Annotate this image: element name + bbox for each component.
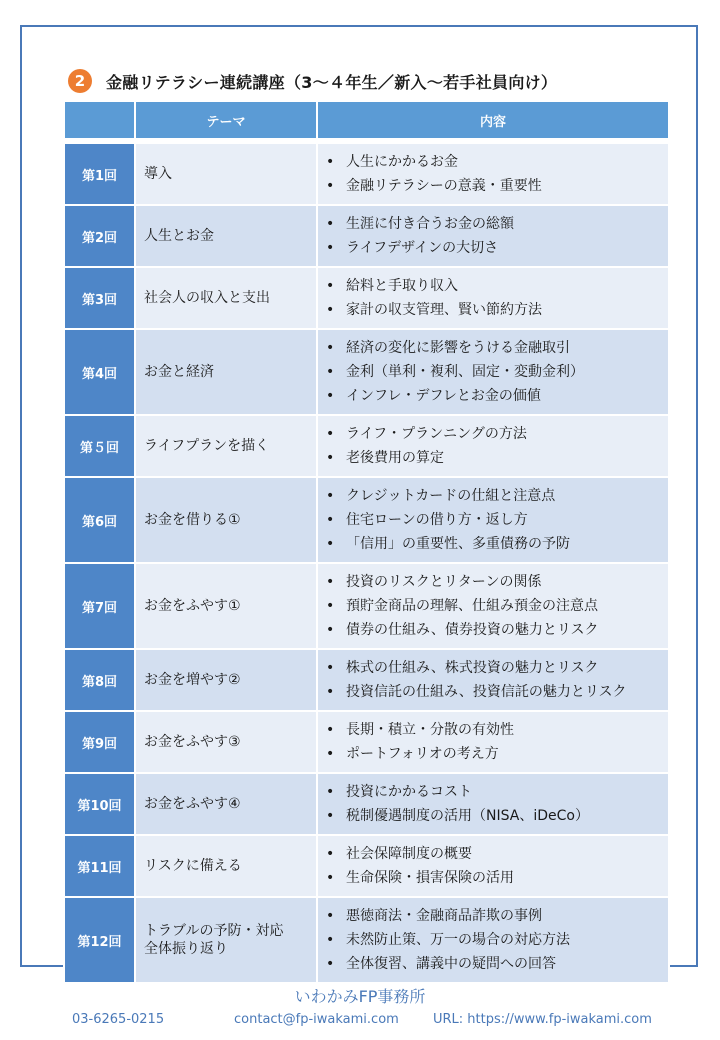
bullet-icon: • xyxy=(326,216,335,232)
bullet-icon: • xyxy=(326,574,335,590)
table-row xyxy=(64,329,669,415)
content-item xyxy=(324,508,668,532)
content-item-text: 投資信託の仕組み、投資信託の魅力とリスク xyxy=(346,684,627,700)
session-content xyxy=(317,477,669,563)
session-content xyxy=(317,773,669,835)
content-item-text: 投資のリスクとリターンの関係 xyxy=(346,574,542,590)
section-title: 金融リテラシー連続講座（3～４年生／新入～若手社員向け） xyxy=(106,72,558,92)
session-number: 第3回 xyxy=(64,267,135,329)
content-item xyxy=(324,804,668,828)
session-theme: ライフプランを描く xyxy=(135,415,317,477)
bullet-icon: • xyxy=(326,154,335,170)
session-content xyxy=(317,711,669,773)
content-item xyxy=(324,422,668,446)
bullet-icon: • xyxy=(326,488,335,504)
content-item-text: 金利（単利・複利、固定・変動金利） xyxy=(346,364,584,380)
table-row xyxy=(64,415,669,477)
bullet-icon: • xyxy=(326,240,335,256)
content-item xyxy=(324,842,668,866)
bullet-icon: • xyxy=(326,178,335,194)
content-item xyxy=(324,570,668,594)
content-item-text: 経済の変化に影響をうける金融取引 xyxy=(346,340,570,356)
content-item xyxy=(324,446,668,470)
bullet-icon: • xyxy=(326,340,335,356)
content-item xyxy=(324,866,668,890)
session-content xyxy=(317,143,669,205)
header-session xyxy=(64,101,135,139)
session-number: 第11回 xyxy=(64,835,135,897)
bullet-icon: • xyxy=(326,450,335,466)
bullet-icon: • xyxy=(326,512,335,528)
session-number: 第５回 xyxy=(64,415,135,477)
email-link[interactable]: contact@fp-iwakami.com xyxy=(234,1012,399,1027)
bullet-icon: • xyxy=(326,598,335,614)
bullet-icon: • xyxy=(326,746,335,762)
content-item-text: 社会保障制度の概要 xyxy=(346,846,472,862)
table-row xyxy=(64,711,669,773)
session-content xyxy=(317,267,669,329)
content-item-text: 投資にかかるコスト xyxy=(346,784,472,800)
section-number-badge: 2 xyxy=(68,69,92,93)
bullet-icon: • xyxy=(326,808,335,824)
content-item xyxy=(324,594,668,618)
curriculum-table xyxy=(63,100,670,984)
session-content xyxy=(317,563,669,649)
content-item xyxy=(324,236,668,260)
content-item xyxy=(324,718,668,742)
content-item-text: 未然防止策、万一の場合の対応方法 xyxy=(346,932,570,948)
session-number: 第9回 xyxy=(64,711,135,773)
content-item xyxy=(324,298,668,322)
content-item xyxy=(324,336,668,360)
content-item xyxy=(324,680,668,704)
session-theme: お金と経済 xyxy=(135,329,317,415)
bullet-icon: • xyxy=(326,684,335,700)
session-number: 第6回 xyxy=(64,477,135,563)
session-theme: 社会人の収入と支出 xyxy=(135,267,317,329)
session-theme: 人生とお金 xyxy=(135,205,317,267)
section-heading xyxy=(68,68,557,94)
table-row xyxy=(64,477,669,563)
session-content xyxy=(317,415,669,477)
bullet-icon: • xyxy=(326,302,335,318)
session-theme-line: トラブルの予防・対応 xyxy=(144,923,284,939)
content-item xyxy=(324,174,668,198)
bullet-icon: • xyxy=(326,364,335,380)
bullet-icon: • xyxy=(326,956,335,972)
session-number: 第8回 xyxy=(64,649,135,711)
content-item xyxy=(324,532,668,556)
content-item xyxy=(324,780,668,804)
session-number: 第2回 xyxy=(64,205,135,267)
session-content xyxy=(317,205,669,267)
content-item-text: クレジットカードの仕組と注意点 xyxy=(346,488,556,504)
bullet-icon: • xyxy=(326,722,335,738)
table-body xyxy=(64,143,669,983)
content-item-text: 預貯金商品の理解、仕組み預金の注意点 xyxy=(346,598,598,614)
session-theme: お金をふやす① xyxy=(135,563,317,649)
table-row xyxy=(64,267,669,329)
content-item-text: ポートフォリオの考え方 xyxy=(346,746,499,762)
content-item xyxy=(324,360,668,384)
table-row xyxy=(64,897,669,983)
content-item xyxy=(324,484,668,508)
bullet-icon: • xyxy=(326,622,335,638)
bullet-icon: • xyxy=(326,278,335,294)
content-item xyxy=(324,928,668,952)
content-item-text: 株式の仕組み、株式投資の魅力とリスク xyxy=(346,660,599,676)
content-item-text: 給料と手取り収入 xyxy=(346,278,458,294)
website-link[interactable]: URL: https://www.fp-iwakami.com xyxy=(433,1012,652,1027)
session-content xyxy=(317,897,669,983)
content-item-text: ライフデザインの大切さ xyxy=(346,240,499,256)
table-row xyxy=(64,563,669,649)
content-item-text: 金融リテラシーの意義・重要性 xyxy=(346,178,542,194)
content-item-text: 「信用」の重要性、多重債務の予防 xyxy=(346,536,570,552)
session-theme: お金を増やす② xyxy=(135,649,317,711)
table-row xyxy=(64,773,669,835)
session-number: 第1回 xyxy=(64,143,135,205)
content-item-text: 人生にかかるお金 xyxy=(346,154,458,170)
content-item-text: 税制優遇制度の活用（NISA、iDeCo） xyxy=(346,808,589,824)
bullet-icon: • xyxy=(326,660,335,676)
session-content xyxy=(317,835,669,897)
table-row xyxy=(64,143,669,205)
content-item-text: 生涯に付き合うお金の総額 xyxy=(346,216,514,232)
session-content xyxy=(317,649,669,711)
header-content: 内容 xyxy=(317,101,669,139)
session-content xyxy=(317,329,669,415)
session-number: 第7回 xyxy=(64,563,135,649)
bullet-icon: • xyxy=(326,426,335,442)
session-theme: お金をふやす④ xyxy=(135,773,317,835)
table-row xyxy=(64,205,669,267)
office-name: いわかみFP事務所 xyxy=(294,987,426,1006)
bullet-icon: • xyxy=(326,536,335,552)
session-theme xyxy=(135,897,317,983)
content-item xyxy=(324,952,668,976)
session-theme: お金を借りる① xyxy=(135,477,317,563)
bullet-icon: • xyxy=(326,784,335,800)
content-item xyxy=(324,904,668,928)
content-item-text: 老後費用の算定 xyxy=(346,450,444,466)
table-row xyxy=(64,835,669,897)
content-item xyxy=(324,384,668,408)
content-item-text: 全体復習、講義中の疑問への回答 xyxy=(346,956,556,972)
content-item xyxy=(324,212,668,236)
content-item xyxy=(324,656,668,680)
bullet-icon: • xyxy=(326,908,335,924)
session-number: 第12回 xyxy=(64,897,135,983)
content-item xyxy=(324,150,668,174)
content-item-text: 家計の収支管理、賢い節約方法 xyxy=(346,302,542,318)
header-theme: テーマ xyxy=(135,101,317,139)
content-item-text: 住宅ローンの借り方・返し方 xyxy=(346,512,528,528)
content-item-text: ライフ・プランニングの方法 xyxy=(346,426,527,442)
session-theme: リスクに備える xyxy=(135,835,317,897)
content-item xyxy=(324,274,668,298)
content-item-text: インフレ・デフレとお金の価値 xyxy=(346,388,541,404)
content-item xyxy=(324,618,668,642)
content-item-text: 悪徳商法・金融商品詐欺の事例 xyxy=(346,908,542,924)
bullet-icon: • xyxy=(326,932,335,948)
phone-number: 03-6265-0215 xyxy=(72,1012,165,1027)
session-theme: お金をふやす③ xyxy=(135,711,317,773)
session-number: 第10回 xyxy=(64,773,135,835)
content-item xyxy=(324,742,668,766)
table-row xyxy=(64,649,669,711)
content-item-text: 長期・積立・分散の有効性 xyxy=(346,722,514,738)
content-item-text: 債券の仕組み、債券投資の魅力とリスク xyxy=(346,622,599,638)
bullet-icon: • xyxy=(326,870,335,886)
session-theme-line: 全体振り返り xyxy=(144,941,228,957)
content-item-text: 生命保険・損害保険の活用 xyxy=(346,870,514,886)
session-number: 第4回 xyxy=(64,329,135,415)
bullet-icon: • xyxy=(326,846,335,862)
session-theme: 導入 xyxy=(135,143,317,205)
bullet-icon: • xyxy=(326,388,335,404)
